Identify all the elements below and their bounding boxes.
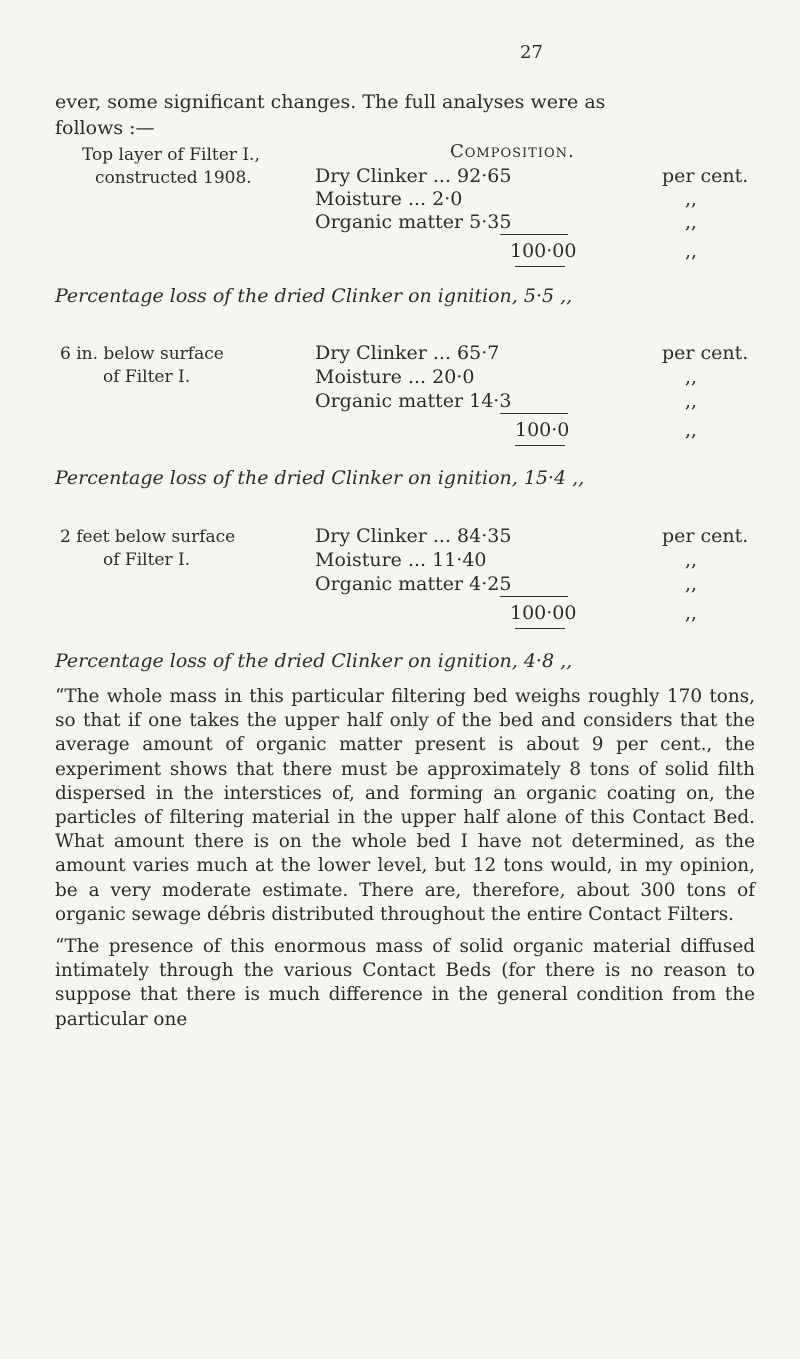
moisture-row: Moisture ... 20·0 [315, 366, 475, 388]
sample-label-line-1: 2 feet below surface [60, 527, 236, 547]
composition-heading: Composition. [450, 141, 575, 162]
sample-label-line-2: of Filter I. [103, 550, 191, 570]
organic-matter-row: Organic matter 5·35 [315, 211, 512, 233]
organic-matter-unit: ,, [685, 390, 698, 412]
dry-clinker-row: Dry Clinker ... 84·35 [315, 525, 512, 547]
sample-label-line-1: Top layer of Filter I., [82, 145, 260, 165]
organic-matter-row: Organic matter 4·25 [315, 573, 512, 595]
sum-rule-bottom [515, 445, 565, 446]
moisture-unit: ,, [685, 188, 698, 210]
paragraph-1: “The whole mass in this particular filtering bed weighs roughly 170 tons, so that if one takes the upper half only of the bed and considers that the average amount of organic matter present is about 9 per cent., the experiment shows that there must be approximately 8 tons of solid filth dispersed in the interstices of, and forming an organic coating on, the particles of filtering material in the upper half alone of this Contact Bed. What amount there is on the whole bed I have not determined, as the amount varies much at the lower level, but 12 tons would, in my opinion, be a very moderate estimate. There are, therefore, about 300 tons of organic sewage débris distributed throughout the entire Contact Filters. [55, 686, 755, 925]
ignition-loss-line: Percentage loss of the dried Clinker on ignition, 15·4 ,, [55, 467, 585, 489]
intro-line-1: ever, some significant changes. The full analyses were as [55, 91, 606, 113]
dry-clinker-row: Dry Clinker ... 65·7 [315, 342, 500, 364]
sum-rule-top [500, 413, 568, 414]
sum-rule-top [500, 596, 568, 597]
organic-matter-unit: ,, [685, 211, 698, 233]
sum-rule-bottom [515, 266, 565, 267]
organic-matter-row: Organic matter 14·3 [315, 390, 512, 412]
intro-line-2: follows :— [55, 117, 155, 139]
body-text [55, 685, 755, 1040]
paragraph-2: “The presence of this enormous mass of solid organic material diffused intimately through the various Contact Beds (for there is no reason to suppose that there is much difference in the general condition from the particular one [55, 936, 755, 1030]
moisture-row: Moisture ... 11·40 [315, 549, 487, 571]
moisture-unit: ,, [685, 366, 698, 388]
total-row: 100·00 [510, 240, 577, 262]
page-number: 27 [520, 42, 543, 63]
dry-clinker-unit: per cent. [662, 525, 749, 547]
sample-label-line-2: of Filter I. [103, 367, 191, 387]
ignition-loss-line: Percentage loss of the dried Clinker on ignition, 4·8 ,, [55, 650, 573, 672]
sample-label-line-2: constructed 1908. [95, 168, 252, 188]
organic-matter-unit: ,, [685, 573, 698, 595]
ignition-loss-line: Percentage loss of the dried Clinker on ignition, 5·5 ,, [55, 285, 573, 307]
sample-label-line-1: 6 in. below surface [60, 344, 224, 364]
sum-rule-top [500, 234, 568, 235]
dry-clinker-unit: per cent. [662, 165, 749, 187]
moisture-unit: ,, [685, 549, 698, 571]
dry-clinker-unit: per cent. [662, 342, 749, 364]
total-unit: ,, [685, 240, 698, 262]
total-unit: ,, [685, 419, 698, 441]
dry-clinker-row: Dry Clinker ... 92·65 [315, 165, 512, 187]
total-unit: ,, [685, 602, 698, 624]
moisture-row: Moisture ... 2·0 [315, 188, 463, 210]
total-row: 100·00 [510, 602, 577, 624]
sum-rule-bottom [515, 628, 565, 629]
total-row: 100·0 [515, 419, 570, 441]
